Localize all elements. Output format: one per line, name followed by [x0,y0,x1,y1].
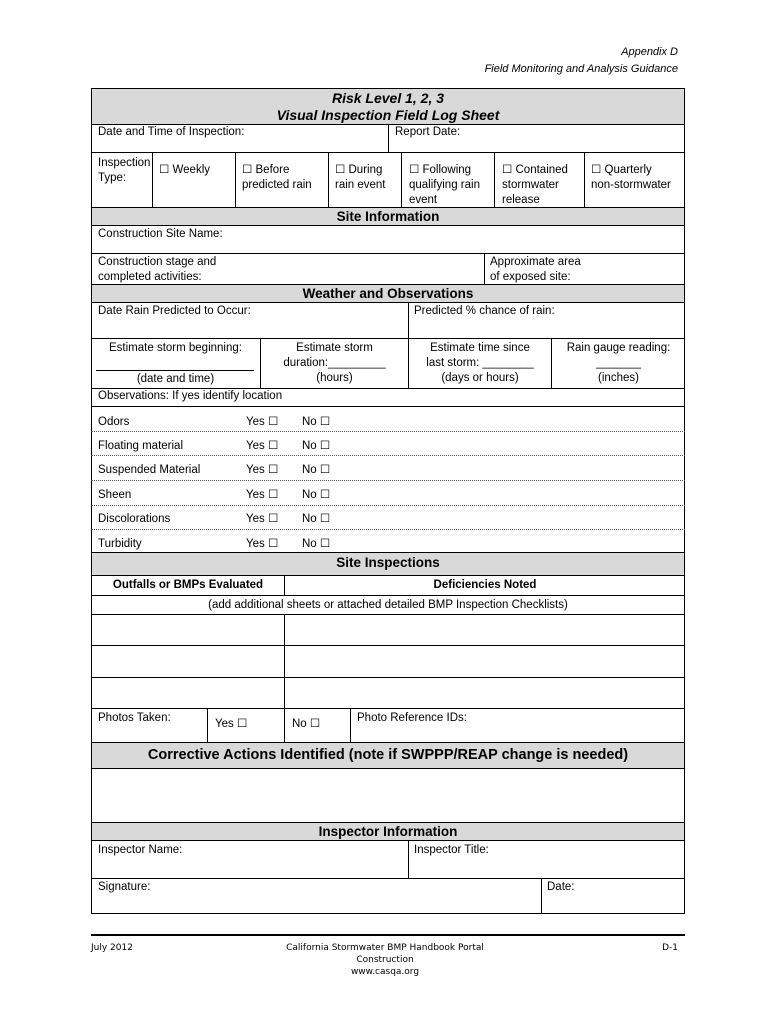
deficiency-field[interactable] [287,679,683,707]
date-label: Date: [547,881,575,893]
site-inspections-heading: Site Inspections [91,552,685,576]
guidance-label: Field Monitoring and Analysis Guidance [484,63,678,75]
inspector-title-field[interactable] [414,858,680,874]
rain-gauge-field[interactable]: _______ [596,357,641,369]
inspector-information-heading: Inspector Information [91,822,685,841]
type-following-label-1: qualifying rain [409,179,480,191]
rain-gauge-unit: (inches) [598,372,639,384]
divider [584,152,585,207]
divider [494,152,495,207]
date-time-label: Date and Time of Inspection: [98,126,245,138]
observation-yes-checkbox[interactable]: Yes ☐ [246,489,279,501]
type-following-label-2: event [409,194,438,206]
photos-taken-label: Photos Taken: [98,712,171,724]
observation-no-checkbox[interactable]: No ☐ [302,489,331,501]
type-quarterly-label: non-stormwater [591,179,671,191]
signature-label: Signature: [98,881,151,893]
divider [401,152,402,207]
footer-page-number: D-1 [662,943,678,953]
type-during-checkbox[interactable]: ☐ During [335,164,383,176]
inspection-type-label-1: Inspection [98,157,151,169]
divider [408,338,409,388]
divider [91,480,685,481]
observation-no-checkbox[interactable]: No ☐ [302,440,331,452]
divider [541,878,542,914]
divider [91,455,685,456]
divider [91,338,685,339]
time-since-label: Estimate time since [430,342,530,354]
divider [152,152,153,207]
observation-location-field[interactable] [340,534,680,550]
type-during-label: rain event [335,179,386,191]
footer-rule [91,934,685,936]
divider [328,152,329,207]
observation-yes-checkbox[interactable]: Yes ☐ [246,416,279,428]
observation-name: Floating material [98,440,184,452]
divider [388,125,389,152]
storm-duration-field[interactable]: duration:_________ [283,357,386,369]
observation-no-checkbox[interactable]: No ☐ [302,464,331,476]
title-line-1: Risk Level 1, 2, 3 [331,90,445,106]
observation-yes-checkbox[interactable]: Yes ☐ [246,464,279,476]
observation-location-field[interactable] [340,436,680,452]
divider [235,152,236,207]
area-label-1: Approximate area [490,256,581,268]
divider [91,529,685,530]
divider [207,708,208,742]
type-contained-label-1: stormwater [502,179,559,191]
footer-date: July 2012 [91,943,133,953]
storm-beginning-hint: (date and time) [136,373,215,385]
storm-duration-unit: (hours) [316,372,353,384]
observation-location-field[interactable] [340,460,680,476]
outfall-field[interactable] [93,647,282,675]
deficiencies-column-header: Deficiencies Noted [433,579,537,591]
observation-yes-checkbox[interactable]: Yes ☐ [246,538,279,550]
divider [91,878,685,879]
divider [260,338,261,388]
divider [91,431,685,432]
divider [284,708,285,742]
observation-no-checkbox[interactable]: No ☐ [302,538,331,550]
divider [551,338,552,388]
site-name-label: Construction Site Name: [98,228,223,240]
report-date-label: Report Date: [395,126,461,138]
photos-yes-checkbox[interactable]: Yes ☐ [215,718,248,730]
stage-label-1: Construction stage and [98,256,217,268]
observation-location-field[interactable] [340,412,680,428]
photo-reference-ids-field[interactable] [357,726,682,740]
observation-yes-checkbox[interactable]: Yes ☐ [246,513,279,525]
divider [91,152,685,153]
divider [91,645,685,646]
outfall-field[interactable] [93,679,282,707]
checklist-note: (add additional sheets or attached detailed BMP Inspection Checklists) [208,599,568,611]
storm-beginning-field[interactable] [96,370,254,371]
chance-rain-field[interactable] [414,318,680,334]
signature-field[interactable] [160,880,535,910]
divider [484,253,485,284]
weather-heading: Weather and Observations [91,284,685,303]
observation-location-field[interactable] [340,509,680,525]
type-contained-checkbox[interactable]: ☐ Contained [502,164,568,176]
photos-no-checkbox[interactable]: No ☐ [292,718,321,730]
stage-label-2: completed activities: [98,271,202,283]
footer-section: Construction [356,955,414,965]
outfall-field[interactable] [93,616,282,644]
photo-reference-ids-label: Photo Reference IDs: [357,712,467,724]
observation-name: Sheen [98,489,132,501]
divider [91,406,685,407]
time-since-unit: (days or hours) [441,372,519,384]
observation-name: Discolorations [98,513,171,525]
inspector-name-label: Inspector Name: [98,844,183,856]
divider [91,708,685,709]
storm-beginning-label: Estimate storm beginning: [109,342,242,354]
chance-rain-label: Predicted % chance of rain: [414,305,555,317]
corrective-actions-field[interactable] [93,771,683,821]
type-quarterly-checkbox[interactable]: ☐ Quarterly [591,164,652,176]
site-name-field[interactable] [240,227,680,251]
divider [91,595,685,596]
divider [91,614,685,615]
observation-name: Suspended Material [98,464,201,476]
type-contained-label-2: release [502,194,540,206]
observation-name: Turbidity [98,538,142,550]
inspector-name-field[interactable] [98,858,403,874]
type-before-checkbox[interactable]: ☐ Before [242,164,290,176]
appendix-label: Appendix D [621,46,678,58]
inspection-type-label-2: Type: [98,172,127,184]
title-line-2: Visual Inspection Field Log Sheet [276,107,500,123]
divider [284,614,285,708]
deficiency-field[interactable] [287,647,683,675]
deficiency-field[interactable] [287,616,683,644]
divider [408,841,409,878]
title-band [91,88,685,125]
outfalls-column-header: Outfalls or BMPs Evaluated [112,579,264,591]
report-date-field[interactable] [470,138,680,150]
rain-gauge-label: Rain gauge reading: [566,342,671,354]
observation-yes-checkbox[interactable]: Yes ☐ [246,440,279,452]
date-field[interactable] [580,880,680,910]
date-rain-label: Date Rain Predicted to Occur: [98,305,251,317]
footer-portal: California Stormwater BMP Handbook Portal [286,943,484,953]
type-following-checkbox[interactable]: ☐ Following [409,164,472,176]
site-information-heading: Site Information [91,207,685,226]
time-since-field[interactable]: last storm: ________ [426,357,534,369]
observation-name: Odors [98,416,130,428]
observation-no-checkbox[interactable]: No ☐ [302,513,331,525]
type-weekly-checkbox[interactable]: ☐ Weekly [159,164,210,176]
footer-url: www.casqa.org [350,967,420,977]
divider [350,708,351,742]
storm-duration-label: Estimate storm [296,342,373,354]
type-before-label: predicted rain [242,179,312,191]
divider [408,303,409,338]
divider [91,253,685,254]
inspector-title-label: Inspector Title: [414,844,489,856]
area-label-2: of exposed site: [490,271,571,283]
divider [91,677,685,678]
observations-label: Observations: If yes identify location [98,390,283,402]
date-time-field[interactable] [98,138,383,150]
corrective-actions-heading: Corrective Actions Identified (note if SWPPP/REAP change is needed) [91,742,685,769]
date-rain-field[interactable] [98,318,403,334]
divider [91,505,685,506]
observation-location-field[interactable] [340,485,680,501]
observation-no-checkbox[interactable]: No ☐ [302,416,331,428]
